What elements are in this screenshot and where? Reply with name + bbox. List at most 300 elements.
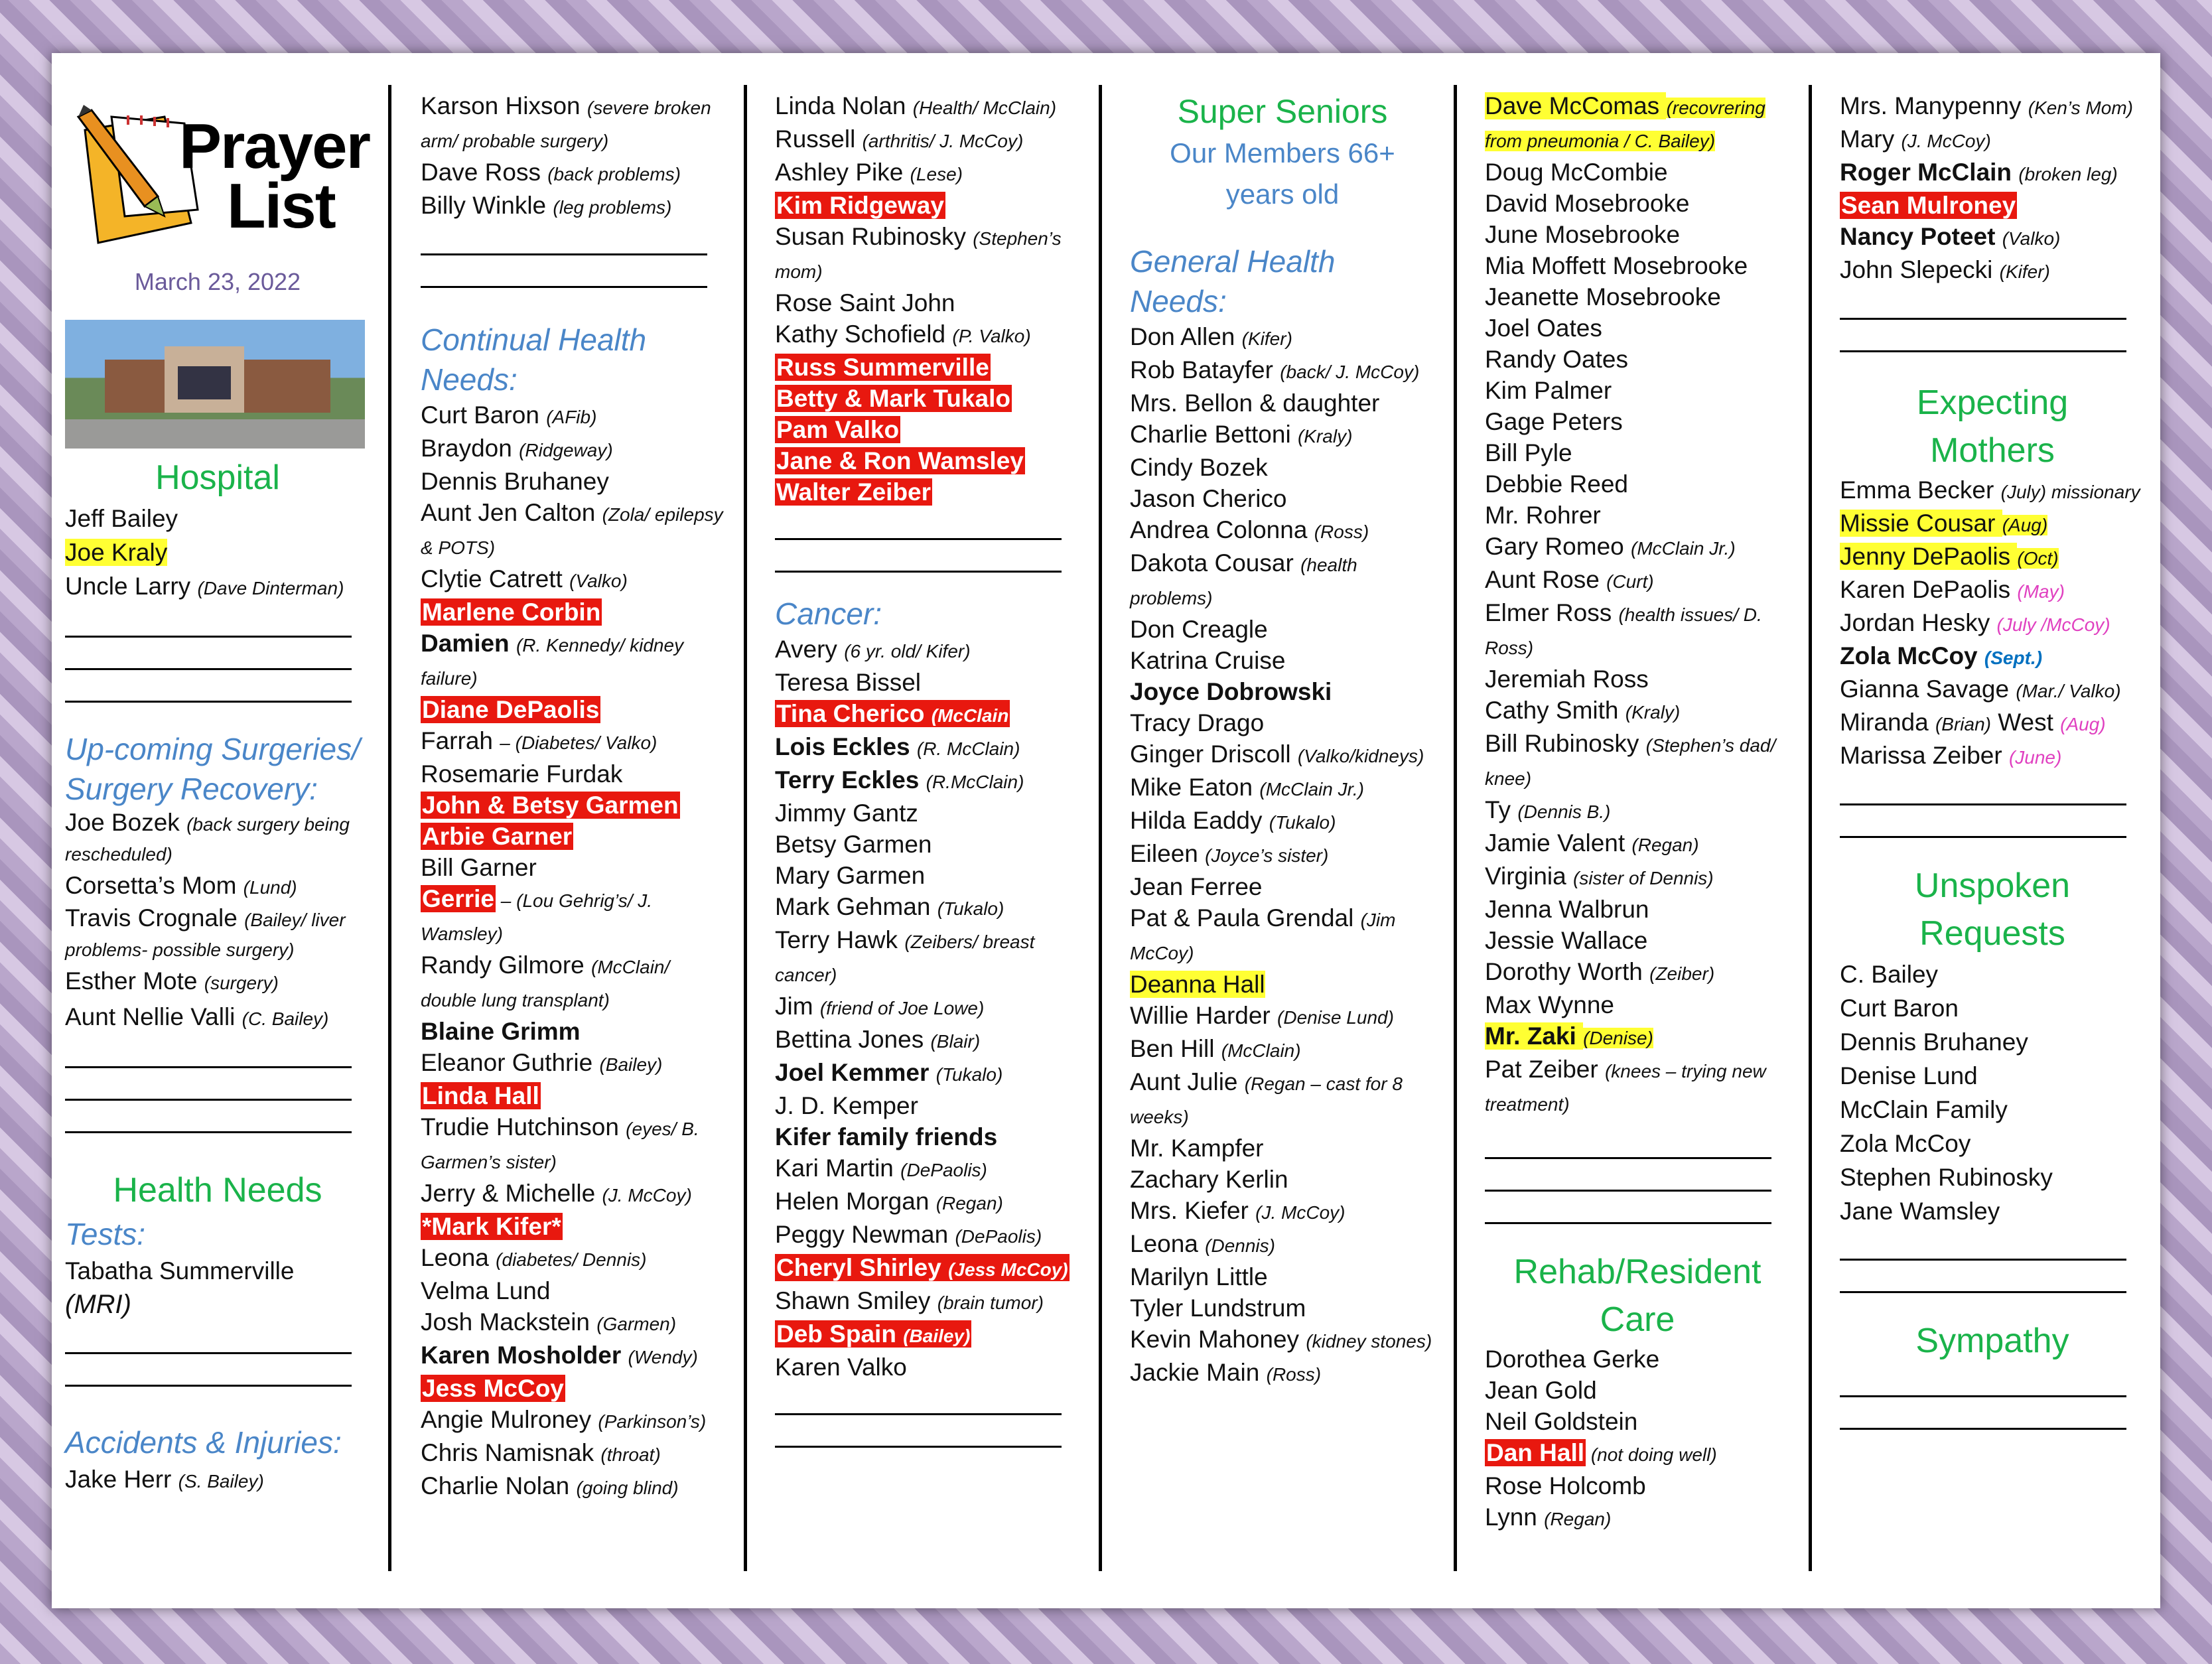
- person-name: Emma Becker: [1840, 476, 2001, 504]
- list-item: Tabatha Summerville: [65, 1257, 295, 1284]
- list-item: [1485, 1470, 1790, 1501]
- highlighted-name: Betty & Mark Tukalo: [776, 385, 1010, 412]
- person-note: – (Lou Gehrig’s/ J. Wamsley): [421, 890, 653, 944]
- person-note: (leg problems): [553, 197, 672, 218]
- person-name: Rose Saint John: [775, 289, 955, 316]
- person-name: Karen DePaolis: [1840, 576, 2018, 603]
- person-name: Velma Lund: [421, 1277, 551, 1304]
- person-name: Tyler Lundstrum: [1130, 1294, 1306, 1322]
- list-item: [1130, 1066, 1435, 1133]
- health-needs-heading: Health Needs: [113, 1171, 322, 1210]
- column-divider: [388, 85, 391, 1571]
- list-item: [421, 725, 726, 758]
- person-note: (back/ J. McCoy): [1280, 362, 1420, 382]
- person-name: Zola McCoy: [1840, 642, 1984, 669]
- highlighted-name: Diane DePaolis: [422, 696, 600, 723]
- person-note: (Regan – cast for 8 weeks): [1130, 1074, 1403, 1127]
- list-item: [421, 157, 726, 190]
- list-item: [1840, 740, 2145, 773]
- person-name: Karson Hixson: [421, 92, 587, 119]
- list-item: [1130, 321, 1435, 354]
- list-item: [1130, 1324, 1435, 1357]
- person-note: (Stephen’s dad/ knee): [1485, 735, 1776, 789]
- person-name: Mary Garmen: [775, 862, 926, 889]
- list-item: [1485, 663, 1790, 695]
- person-name: Terry Eckles: [775, 766, 926, 794]
- person-note: (J. McCoy): [602, 1185, 692, 1206]
- cancer-heading: Cancer:: [775, 596, 882, 631]
- person-name-tail: West: [1990, 709, 2061, 736]
- list-item: [775, 1318, 1080, 1352]
- list-item: [421, 497, 726, 563]
- person-name: Leona: [1130, 1230, 1206, 1257]
- list-item: [1130, 707, 1435, 738]
- person-name: Roger McClain: [1840, 159, 2019, 186]
- person-note: (knees – trying new treatment): [1485, 1061, 1766, 1115]
- list-item: [775, 221, 1080, 287]
- person-name: Kathy Schofield: [775, 320, 953, 348]
- date-label: March 23, 2022: [134, 268, 301, 295]
- person-note: (sister of Dennis): [1573, 868, 1714, 888]
- blank-line: [1840, 1365, 2126, 1397]
- list-item: Joe Bozek (back surgery being rescheduled): [65, 809, 350, 865]
- list-item: [775, 667, 1080, 698]
- list-item: [1485, 1375, 1790, 1406]
- list-item: [421, 1437, 726, 1470]
- person-note: (Tukalo): [935, 1064, 1003, 1085]
- person-note: (Ken’s Mom): [2028, 98, 2133, 118]
- person-note: (health problems): [1130, 555, 1357, 608]
- person-note: (Joyce’s sister): [1205, 845, 1329, 866]
- person-note: (Garmen): [596, 1314, 677, 1334]
- person-note: (Regan): [1544, 1509, 1612, 1529]
- list-item: Esther Mote (surgery): [65, 967, 279, 995]
- blank-line: [65, 670, 352, 703]
- list-item: [1485, 1437, 1790, 1470]
- list-item: [1485, 406, 1790, 437]
- person-name: Marissa Zeiber: [1840, 742, 2009, 769]
- list-item: [1130, 614, 1435, 645]
- person-name: Bettina Jones: [775, 1026, 931, 1053]
- accidents-heading: Accidents & Injuries:: [65, 1425, 342, 1460]
- person-name: Elmer Ross: [1485, 599, 1619, 626]
- list-item: [421, 1275, 726, 1306]
- person-note: (not doing well): [1586, 1444, 1717, 1465]
- person-name: Susan Rubinosky: [775, 223, 973, 250]
- list-item: [775, 829, 1080, 860]
- logo-line-2: List: [227, 171, 335, 242]
- person-name: Josh Mackstein: [421, 1308, 597, 1336]
- list-item: [1485, 861, 1790, 894]
- person-name: Karen Valko: [775, 1353, 907, 1381]
- column-divider: [1099, 85, 1102, 1571]
- person-name: Rose Holcomb: [1485, 1472, 1646, 1499]
- person-name: Gary Romeo: [1485, 533, 1631, 560]
- person-name: Jason Cherico: [1130, 485, 1287, 512]
- person-name: Cindy Bozek: [1130, 454, 1268, 481]
- unspoken-list: [1840, 957, 2145, 1228]
- person-name: Virginia: [1485, 863, 1574, 890]
- person-note: (Mar./ Valko): [2016, 681, 2121, 701]
- person-name: Karen Mosholder: [421, 1342, 628, 1369]
- person-note: (Valko): [569, 571, 628, 591]
- list-item: Jane Wamsley: [1840, 1198, 2000, 1225]
- list-item: [1840, 574, 2145, 607]
- person-note: (AFib): [546, 407, 597, 427]
- list-item: [775, 1252, 1080, 1285]
- list-item: [1485, 312, 1790, 344]
- list-item: [775, 414, 1080, 445]
- list-item: [1840, 221, 2145, 254]
- list-item: [1130, 1164, 1435, 1195]
- blank-line: [1840, 1261, 2126, 1293]
- person-name: Mark Gehman: [775, 893, 937, 920]
- list-item: [1130, 676, 1435, 707]
- person-name: Angie Mulroney: [421, 1406, 598, 1433]
- person-name: Helen Morgan: [775, 1188, 936, 1215]
- person-name: Charlie Bettoni: [1130, 421, 1298, 448]
- surgery-list: [65, 809, 370, 1036]
- column-4: [1130, 90, 1435, 1390]
- person-name: Curt Baron: [421, 401, 547, 429]
- list-item: [775, 891, 1080, 924]
- list-item: [1485, 894, 1790, 925]
- person-name: Jenna Walbrun: [1485, 896, 1649, 923]
- list-item: Stephen Rubinosky: [1840, 1164, 2053, 1191]
- highlighted-name: *Mark Kifer*: [422, 1213, 561, 1240]
- person-note: (R. Kennedy/ kidney failure): [421, 635, 684, 689]
- list-item: [1130, 354, 1435, 387]
- list-item: [1840, 474, 2145, 508]
- person-note: (Dennis): [1205, 1235, 1275, 1256]
- list-item: [421, 790, 726, 821]
- person-name: Ben Hill: [1130, 1035, 1221, 1062]
- general-health-list-continued: [1485, 90, 1790, 1120]
- list-item: [421, 1080, 726, 1111]
- column-6: [1840, 90, 2145, 1430]
- person-name: Jeanette Mosebrooke: [1485, 283, 1721, 311]
- highlighted-name: Walter Zeiber: [776, 478, 932, 506]
- list-item: [775, 287, 1080, 318]
- person-note: (Bailey): [599, 1054, 663, 1075]
- list-item: [1130, 483, 1435, 514]
- person-note: (Tukalo): [1269, 812, 1336, 833]
- person-note: (Denise): [1583, 1028, 1653, 1048]
- person-name: Mrs. Kiefer: [1130, 1197, 1256, 1224]
- person-name: Pat Zeiber: [1485, 1056, 1605, 1083]
- highlighted-name: Deb Spain (Bailey): [776, 1320, 971, 1348]
- person-name: Bill Rubinosky: [1485, 730, 1646, 757]
- due-month: (Sept.): [1984, 648, 2043, 668]
- list-item: [1485, 925, 1790, 956]
- list-item: [1130, 805, 1435, 838]
- list-item: [1840, 90, 2145, 123]
- list-item: Aunt Nellie Valli (C. Bailey): [65, 1003, 329, 1030]
- list-item: [1840, 123, 2145, 157]
- person-name: Randy Gilmore: [421, 951, 592, 979]
- person-note: (6 yr. old/ Kifer): [844, 641, 971, 661]
- person-note: (diabetes/ Dennis): [496, 1249, 647, 1270]
- list-item: Joe Kraly: [65, 539, 168, 566]
- tests-heading: Tests:: [65, 1217, 146, 1251]
- list-item: [775, 90, 1080, 123]
- highlighted-name: Linda Hall: [422, 1082, 539, 1109]
- person-note: (McClain Jr.): [1259, 779, 1364, 799]
- person-note: (arthritis/ J. McCoy): [862, 131, 1024, 151]
- list-item: [775, 352, 1080, 383]
- person-name: Teresa Bissel: [775, 669, 922, 696]
- person-note: (Wendy): [628, 1347, 698, 1367]
- prayer-list-page: [52, 53, 2160, 1608]
- person-note: (Dennis B.): [1517, 801, 1611, 822]
- list-item: [1485, 989, 1790, 1020]
- list-item: [421, 1016, 726, 1047]
- column-5: [1485, 90, 1790, 1535]
- person-note: (Brian): [1935, 714, 1991, 734]
- person-note: (R. McClain): [916, 738, 1020, 759]
- list-item: [1840, 190, 2145, 221]
- person-name: Gage Peters: [1485, 408, 1623, 435]
- blank-line: [1840, 1228, 2126, 1261]
- person-name: Dan Hall: [1486, 1439, 1585, 1466]
- person-name: Gerrie: [422, 885, 495, 912]
- list-item: [1130, 1195, 1435, 1228]
- expecting-heading-2: Mothers: [1930, 431, 2055, 470]
- blank-line: [1485, 1159, 1771, 1192]
- list-item: [421, 852, 726, 883]
- person-name: Mrs. Bellon & daughter: [1130, 389, 1380, 417]
- person-name: Lynn: [1485, 1503, 1545, 1531]
- person-note: (recovrering from pneumonia / C. Bailey): [1485, 98, 1765, 151]
- list-item: [421, 694, 726, 725]
- person-name: Neil Goldstein: [1485, 1408, 1638, 1435]
- list-item: [1840, 607, 2145, 640]
- list-item: [1840, 157, 2145, 190]
- hospital-list: [65, 502, 370, 605]
- person-name: Jordan Hesky: [1840, 609, 1997, 636]
- blank-line: [1840, 805, 2126, 838]
- list-item: [421, 399, 726, 433]
- list-item: [775, 797, 1080, 829]
- person-note: (Valko): [2002, 228, 2061, 249]
- person-name: Aunt Jen Calton: [421, 499, 602, 526]
- person-name: Gianna Savage: [1840, 675, 2016, 703]
- blank-line: [775, 1415, 1062, 1448]
- blank-line: [421, 255, 707, 288]
- person-name: Eleanor Guthrie: [421, 1049, 600, 1076]
- list-item: [421, 1111, 726, 1178]
- blank-line: [1840, 287, 2126, 320]
- person-name: Damien: [421, 630, 516, 657]
- person-name: Joel Oates: [1485, 314, 1602, 342]
- list-item: [421, 190, 726, 223]
- prayer-list-logo: [65, 90, 370, 249]
- list-item: [1130, 1261, 1435, 1292]
- person-name: John Slepecki: [1840, 256, 2000, 283]
- person-name: Katrina Cruise: [1130, 647, 1286, 674]
- person-note: (Kraly): [1625, 702, 1681, 723]
- person-name: Hilda Eaddy: [1130, 807, 1269, 834]
- list-item: [775, 1057, 1080, 1090]
- list-item: [1130, 419, 1435, 452]
- person-name: Don Allen: [1130, 323, 1242, 350]
- list-item: [1130, 645, 1435, 676]
- person-name: Leona: [421, 1244, 496, 1271]
- list-item: [1130, 1357, 1435, 1390]
- list-item: Curt Baron: [1840, 995, 1959, 1022]
- person-note: (DePaolis): [900, 1160, 987, 1180]
- person-note: (throat): [600, 1444, 661, 1465]
- person-note: (kidney stones): [1306, 1331, 1432, 1352]
- highlighted-name: Russ Summerville: [776, 354, 989, 381]
- church-building-photo: [65, 320, 365, 449]
- person-name: Deanna Hall: [1130, 971, 1265, 998]
- column-divider: [744, 85, 747, 1571]
- list-item: [775, 445, 1080, 476]
- list-item: [1485, 597, 1790, 663]
- due-month: (July /McCoy): [1996, 614, 2110, 635]
- blank-line: [65, 1068, 352, 1101]
- list-item: Travis Crognale (Bailey/ liver problems- possible surgery): [65, 904, 346, 960]
- due-month: (June): [2008, 747, 2062, 768]
- super-seniors-heading: Super Seniors: [1177, 93, 1388, 130]
- person-name: Trudie Hutchinson: [421, 1113, 626, 1141]
- person-note: (health issues/ D. Ross): [1485, 604, 1762, 658]
- list-item: [1840, 673, 2145, 707]
- list-item: [1840, 707, 2145, 740]
- person-name: Billy Winkle: [421, 192, 553, 219]
- list-item: [1130, 514, 1435, 547]
- person-name: Aunt Rose: [1485, 566, 1607, 593]
- list-item: [775, 860, 1080, 891]
- unspoken-heading-1: Unspoken: [1914, 867, 2071, 905]
- expecting-heading-1: Expecting: [1916, 383, 2069, 422]
- list-item: [775, 991, 1080, 1024]
- person-name: Kari Martin: [775, 1154, 901, 1182]
- person-name: Shawn Smiley: [775, 1287, 937, 1314]
- person-note: (Stephen’s mom): [775, 228, 1062, 282]
- list-item: [1130, 838, 1435, 871]
- person-name: Dave McComas: [1485, 92, 1667, 119]
- list-item: [421, 1470, 726, 1503]
- list-item: [775, 924, 1080, 991]
- person-name: Jamie Valent: [1485, 829, 1632, 857]
- person-name: Dave Ross: [421, 159, 548, 186]
- list-item: [421, 466, 726, 497]
- person-note: (Zeibers/ breast cancer): [775, 932, 1035, 985]
- person-note: (severe broken arm/ probable surgery): [421, 98, 711, 151]
- person-name: Braydon: [421, 435, 519, 462]
- list-item: [775, 190, 1080, 221]
- list-item: Dennis Bruhaney: [1840, 1028, 2028, 1056]
- list-item: [1485, 90, 1790, 157]
- column-divider: [1454, 85, 1457, 1571]
- person-note: (Zeiber): [1649, 963, 1715, 984]
- person-note: (Parkinson’s): [598, 1411, 707, 1432]
- list-item: [421, 821, 726, 852]
- person-name: Willie Harder: [1130, 1002, 1278, 1029]
- blank-line: [1840, 773, 2126, 805]
- blank-line: [1840, 320, 2126, 352]
- list-item: [421, 1047, 726, 1080]
- blank-line: [65, 1322, 352, 1354]
- list-item: [775, 1121, 1080, 1152]
- list-item: [1485, 375, 1790, 406]
- person-name: Russell: [775, 125, 863, 153]
- person-note: (Denise Lund): [1277, 1007, 1394, 1028]
- person-note: (J. McCoy): [1255, 1202, 1346, 1223]
- highlighted-name: Kim Ridgeway: [776, 192, 944, 219]
- list-item: [1485, 1054, 1790, 1120]
- list-item: [775, 1152, 1080, 1186]
- list-item: [1130, 1033, 1435, 1066]
- list-item: [1485, 695, 1790, 728]
- person-note: (DePaolis): [955, 1226, 1042, 1247]
- person-name: Clytie Catrett: [421, 565, 570, 592]
- list-item: Denise Lund: [1840, 1062, 1978, 1089]
- list-item: [1485, 219, 1790, 250]
- person-name: Mike Eaton: [1130, 774, 1260, 801]
- list-item: [1130, 969, 1435, 1000]
- person-name: Jim: [775, 993, 820, 1020]
- person-name: Joel Kemmer: [775, 1059, 936, 1086]
- expecting-list: [1840, 474, 2145, 773]
- person-name: Aunt Julie: [1130, 1068, 1245, 1095]
- column-3: [775, 90, 1080, 1448]
- blank-line: [775, 1383, 1062, 1415]
- due-month: (May): [2017, 581, 2065, 602]
- list-item: [421, 1242, 726, 1275]
- list-item: C. Bailey: [1840, 961, 1939, 988]
- person-note: (Ridgeway): [519, 440, 613, 460]
- list-item: [1485, 1344, 1790, 1375]
- continual-health-heading: Continual Health Needs:: [421, 322, 647, 397]
- list-item: [421, 596, 726, 628]
- list-item: [421, 1178, 726, 1211]
- person-note: (July) missionary: [2000, 482, 2140, 502]
- general-health-heading: General Health Needs:: [1130, 244, 1336, 318]
- person-name: Rosemarie Furdak: [421, 760, 623, 788]
- list-item: [775, 698, 1080, 731]
- person-name: Jean Ferree: [1130, 873, 1263, 900]
- list-item: [1130, 1133, 1435, 1164]
- list-item: [1485, 250, 1790, 281]
- list-item: [1485, 531, 1790, 564]
- list-item: [1485, 1406, 1790, 1437]
- person-name: Marilyn Little: [1130, 1263, 1268, 1290]
- person-note: (back problems): [547, 164, 681, 184]
- list-item: [421, 1340, 726, 1373]
- list-item: [775, 123, 1080, 157]
- person-note: (P. Valko): [952, 326, 1031, 346]
- person-name: Dorothea Gerke: [1485, 1346, 1660, 1373]
- list-item: [1485, 794, 1790, 827]
- person-name: Lois Eckles: [775, 733, 917, 760]
- list-item: McClain Family: [1840, 1096, 2008, 1123]
- person-name: Avery: [775, 636, 845, 663]
- blank-line: [1485, 1192, 1771, 1224]
- person-name: Mr. Rohrer: [1485, 502, 1601, 529]
- list-item: [775, 1024, 1080, 1057]
- person-name: Mr. Kampfer: [1130, 1135, 1264, 1162]
- person-name: Jerry & Michelle: [421, 1180, 602, 1207]
- person-note: (Regan): [935, 1193, 1003, 1213]
- list-item: (MRI): [65, 1290, 131, 1319]
- highlighted-name: Arbie Garner: [422, 823, 573, 850]
- person-note: (Blair): [930, 1031, 981, 1052]
- person-name: Bill Garner: [421, 854, 537, 881]
- column-divider: [1809, 85, 1812, 1571]
